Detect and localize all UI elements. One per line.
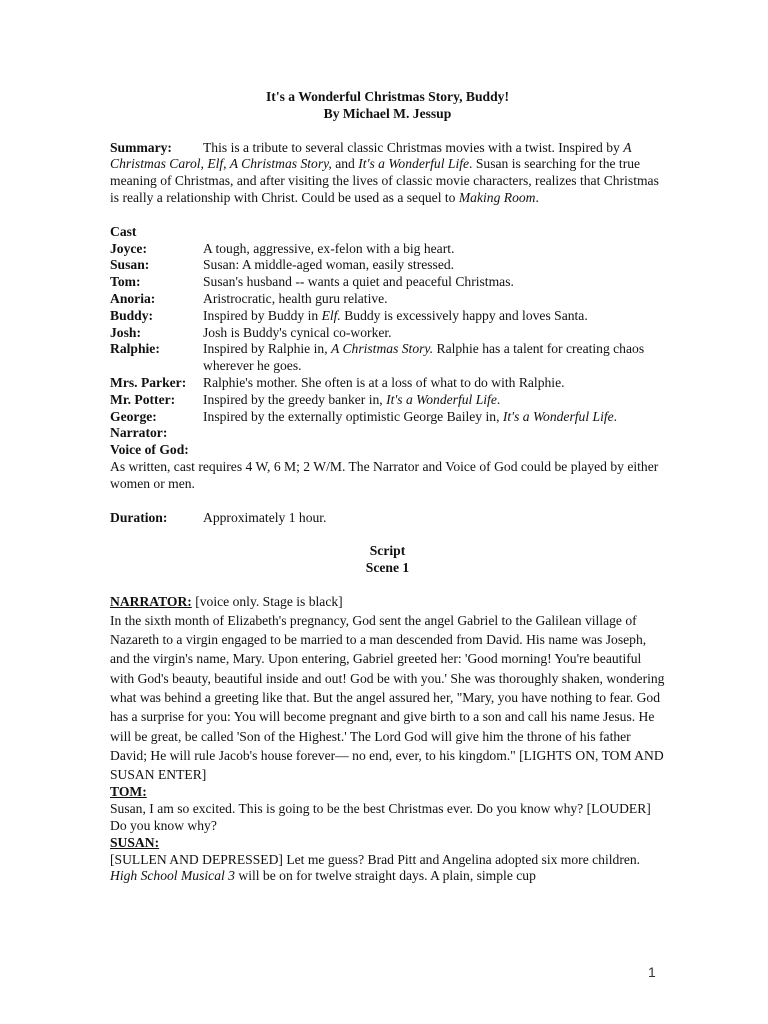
- cast-row: Tom: Susan's husband -- wants a quiet and peaceful Christmas.: [110, 274, 514, 290]
- duration-label: Duration:: [110, 509, 168, 525]
- play-author: By Michael M. Jessup: [323, 105, 452, 121]
- cast-row: Buddy: Inspired by Buddy in Elf. Buddy is excessively happy and loves Santa.: [110, 307, 588, 323]
- play-title: It's a Wonderful Christmas Story, Buddy!: [266, 89, 509, 104]
- cast-row: Mrs. Parker: Ralphie's mother. She often is at a loss of what to do with Ralphie.: [110, 374, 565, 390]
- scene-heading: Scene 1: [365, 560, 410, 576]
- tom-speaker: TOM:: [110, 784, 147, 800]
- narrator-block: [110, 594, 665, 611]
- cast-row: Anoria: Aristrocratic, health guru relative.: [110, 290, 388, 306]
- susan-speaker: SUSAN:: [110, 834, 160, 850]
- cast-row: Joyce: A tough, aggressive, ex-felon with a big heart.: [110, 240, 455, 256]
- cast-heading: Cast: [110, 223, 137, 239]
- cast-list: [110, 241, 665, 459]
- narrator-speaker: NARRATOR:: [110, 593, 192, 609]
- tom-text: Susan, I am so excited. This is going to be the best Christmas ever. Do you know why? [LOUDER] Do you know why?: [110, 801, 651, 833]
- cast-row: Mr. Potter: Inspired by the greedy banker in, It's a Wonderful Life.: [110, 391, 501, 407]
- cast-note: As written, cast requires 4 W, 6 M; 2 W/M. The Narrator and Voice of God could be played by either women or men.: [110, 458, 659, 491]
- cast-row: Voice of God:: [110, 442, 189, 458]
- cast-row: Josh: Josh is Buddy's cynical co-worker.: [110, 324, 392, 340]
- cast-row: Ralphie: Inspired by Ralphie in, A Christmas Story. Ralphie has a talent for creating chaos wherever he goes.: [110, 341, 645, 374]
- cast-row: Susan: Susan: A middle-aged woman, easily stressed.: [110, 257, 455, 273]
- cast-row: George: Inspired by the externally optimistic George Bailey in, It's a Wonderful Life.: [110, 408, 618, 424]
- cast-row: Narrator:: [110, 425, 168, 441]
- duration-row: [110, 510, 665, 527]
- susan-text: [SULLEN AND DEPRESSED] Let me guess? Brad Pitt and Angelina adopted six more children. High School Musical 3 will be on for twelve straight days. A plain, simple cup: [110, 851, 641, 884]
- summary-paragraph: Summary: This is a tribute to several classic Christmas movies with a twist. Inspired by A Christmas Carol, Elf, A Christmas Story, and It's a Wonderful Life. Susan is searching for the true meaning of Christmas, and after visiting the lives of classic movie characters, realizes that Christmas is really a relationship with Christ. Could be used as a sequel to Making Room.: [110, 139, 659, 205]
- page-number: 1: [648, 964, 656, 980]
- summary-label: Summary:: [110, 139, 172, 155]
- script-heading: Script: [369, 543, 406, 559]
- duration-value: Approximately 1 hour.: [203, 509, 327, 525]
- narrator-text: In the sixth month of Elizabeth's pregnancy, God sent the angel Gabriel to the Galilean village of Nazareth to a virgin engaged to be married to a man descended from David. His name was Joseph, and the virgin's name, Mary. Upon entering, Gabriel greeted her: 'Good morning! You're beautiful with God's beauty, beautiful inside and out! God be with you.' She was thoroughly shaken, wondering what was behind a greeting like that. But the angel assured her, "Mary, you have nothing to fear. God has a surprise for you: You will become pregnant and give birth to a son and call his name Jesus. He will be great, be called 'Son of the Highest.' The Lord God will give him the throne of his father David; He will rule Jacob's house forever— no end, ever, to his kingdom." [LIGHTS ON, TOM AND SUSAN ENTER]: [110, 612, 665, 783]
- document-page: [110, 89, 665, 885]
- narrator-direction: [voice only. Stage is black]: [191, 593, 343, 609]
